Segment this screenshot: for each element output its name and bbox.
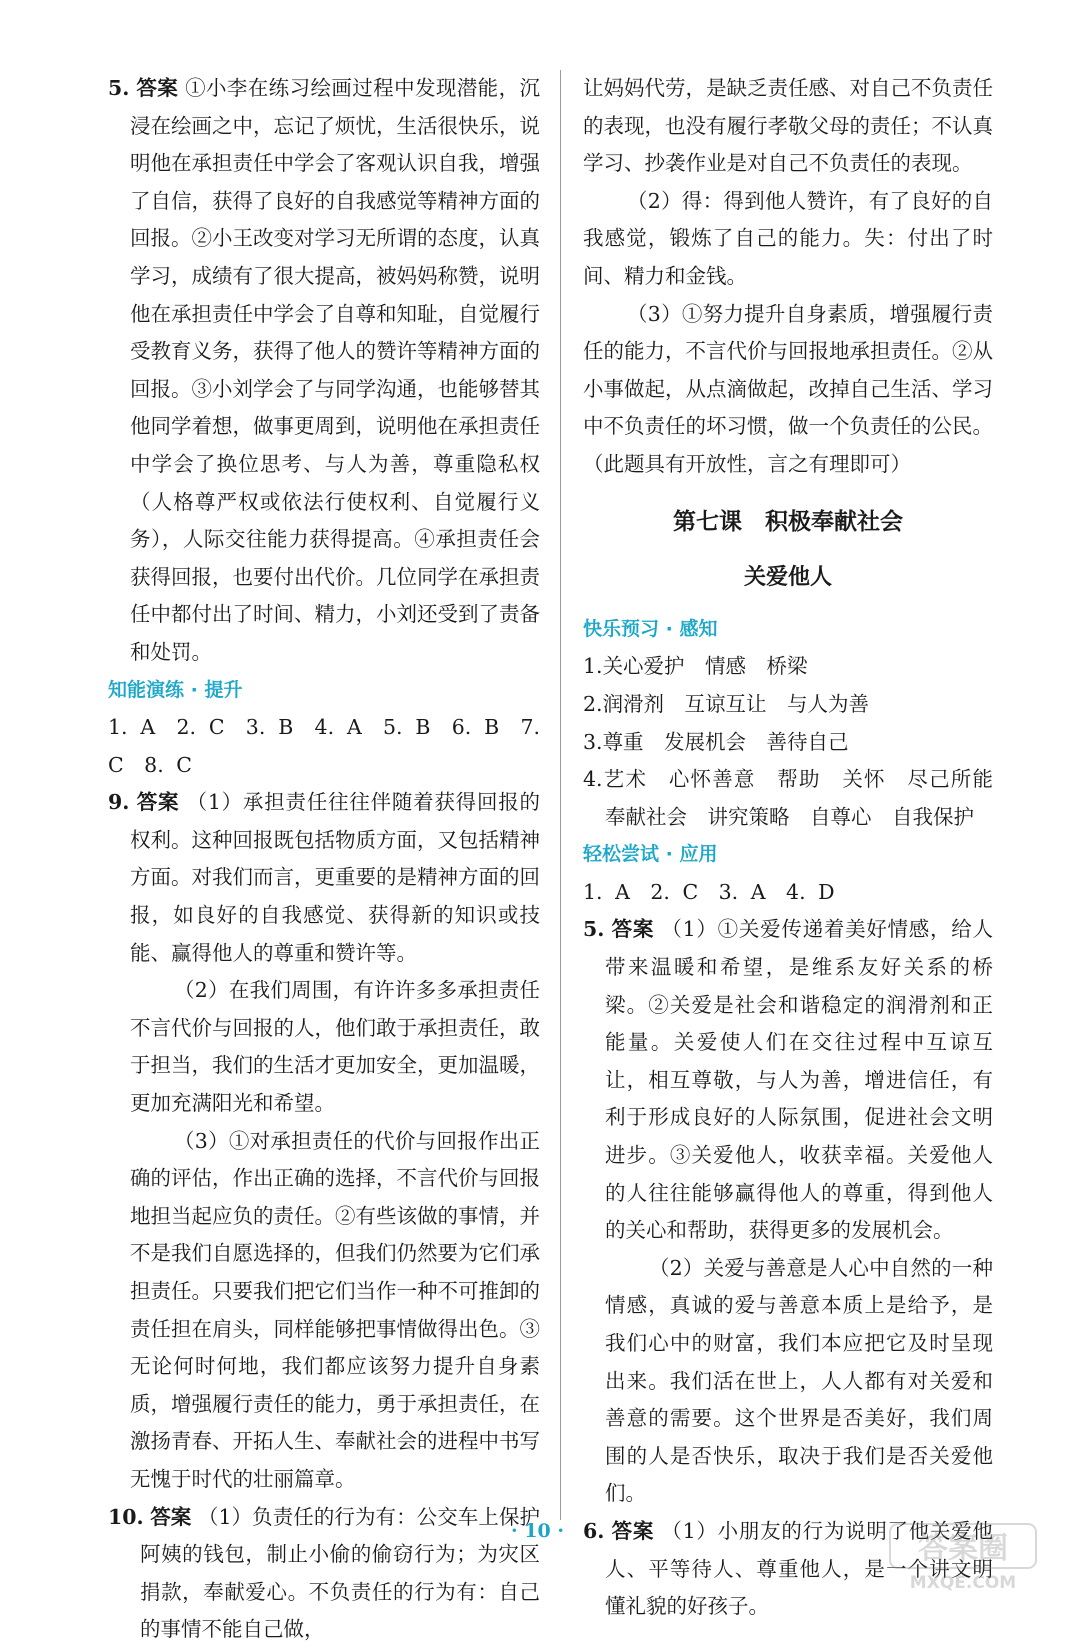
- column-divider: [560, 70, 561, 1520]
- section-heading-zhineng: 知能演练 · 提升: [108, 678, 243, 701]
- answer-10-part-3: （3）①努力提升自身素质，增强履行责任的能力，不言代价与回报地承担责任。②从小事做起，从点滴做起，改掉自己生活、学习中不负责任的坏习惯，做一个负责任的公民。（此题具有开放性，言之有理即可）: [583, 301, 993, 476]
- answer-9-part-2: （2）在我们周围，有许许多多承担责任不言代价与回报的人，他们敢于承担责任，敢于担当，我们的生活才更加安全，更加温暖，更加充满阳光和希望。: [130, 978, 540, 1116]
- watermark-logo: [888, 1522, 1038, 1594]
- fill-item-1: 1.关心爱护 情感 桥梁: [583, 654, 808, 679]
- fill-item-3: 3.尊重 发展机会 善待自己: [583, 729, 849, 754]
- svg-text:MXQE.COM: MXQE.COM: [909, 1573, 1017, 1593]
- answer-10: 10. 答案 （1）负责任的行为有：公交车上保护阿姨的钱包，制止小偷的偷窃行为；为灾区捐款，奉献爱心。不负责任的行为有：自己的事情不能自己做，: [108, 1504, 540, 1642]
- svg-text:答案圈: 答案圈: [918, 1531, 1008, 1566]
- answer-5: 5. 答案 ①小李在练习绘画过程中发现潜能，沉浸在绘画之中，忘记了烦忧，生活很快乐，说明他在承担责任中学会了客观认识自我，增强了自信，获得了良好的自我感觉等精神方面的回报。②小王改变对学习无所谓的态度，认真学习，成绩有了很大提高，被妈妈称赞，说明他在承担责任中学会了自尊和知耻，自觉履行受教育义务，获得了他人的赞许等精神方面的回报。③小刘学会了与同学沟通，也能够替其他同学着想，做事更周到，说明他在承担责任中学会了换位思考、与人为善，尊重隐私权（人格尊严权或依法行使权利、自觉履行义务），人际交往能力获得提高。④承担责任会获得回报，也要付出代价。几位同学在承担责任中都付出了时间、精力，小刘还受到了责备和处罚。: [108, 76, 540, 664]
- mc-answers-1-4: 1. A 2. C 3. A 4. D: [583, 879, 835, 904]
- mc-answers-1-8: 1. A 2. C 3. B 4. A 5. B 6. B 7. C 8. C: [108, 715, 540, 777]
- topic-title: 关爱他人: [743, 565, 832, 591]
- answer-9: 9. 答案 （1）承担责任往往伴随着获得回报的权利。这种回报既包括物质方面，又包括精神方面。对我们而言，更重要的是精神方面的回报，如良好的自我感觉、获得新的知识或技能、赢得他人的尊重和赞许等。: [108, 790, 540, 965]
- fill-item-2: 2.润滑剂 互谅互让 与人为善: [583, 691, 870, 716]
- fill-item-4: 4.艺术 心怀善意 帮助 关怀 尽己所能 奉献社会 讲究策略 自尊心 自我保护: [583, 767, 1014, 829]
- answer-9-part-3: （3）①对承担责任的代价与回报作出正确的评估，作出正确的选择，不言代价与回报地担当起应负的责任。②有些该做的事情，并不是我们自愿选择的，但我们仍然要为它们承担责任。只要我们把它们当作一种不可推卸的责任担在肩头，同样能够把事情做得出色。③无论何时何地，我们都应该努力提升自身素质，增强履行责任的能力，勇于承担责任，在激扬青春、开拓人生、奉献社会的进程中书写无愧于时代的壮丽篇章。: [130, 1128, 540, 1491]
- left-column: [108, 70, 540, 1649]
- right-column: [583, 70, 1014, 1626]
- answer-10-part-2: （2）得：得到他人赞许，有了良好的自我感觉，锻炼了自己的能力。失：付出了时间、精力和金钱。: [583, 188, 993, 288]
- section-heading-qingsong: 轻松尝试 · 应用: [583, 843, 718, 866]
- page-number: · 10 ·: [511, 1520, 564, 1542]
- answer-10-continued: 让妈妈代劳，是缺乏责任感、对自己不负责任的表现，也没有履行孝敬父母的责任；不认真学习、抄袭作业是对自己不负责任的表现。: [583, 76, 993, 176]
- section-heading-kuaile: 快乐预习 · 感知: [583, 617, 718, 640]
- answer-5-right: 5. 答案 （1）①关爱传递着美好情感，给人带来温暖和希望，是维系友好关系的桥梁。②关爱是社会和谐稳定的润滑剂和正能量。关爱使人们在交往过程中互谅互让，相互尊敬，与人为善，增进信任，有利于形成良好的人际氛围，促进社会文明进步。③关爱他人，收获幸福。关爱他人的人往往能够赢得他人的尊重，得到他人的关心和帮助，获得更多的发展机会。: [583, 917, 994, 1243]
- answer-5-right-part-2: （2）关爱与善意是人心中自然的一种情感，真诚的爱与善意本质上是给予，是我们心中的财富，我们本应把它及时呈现出来。我们活在世上，人人都有对关爱和善意的需要。这个世界是否美好，我们周围的人是否快乐，取决于我们是否关爱他们。: [605, 1255, 993, 1506]
- answer-6: 6. 答案 （1）小朋友的行为说明了他关爱他人、平等待人、尊重他人，是一个讲文明懂礼貌的好孩子。: [583, 1518, 994, 1619]
- lesson-title: 第七课 积极奉献社会: [673, 508, 903, 535]
